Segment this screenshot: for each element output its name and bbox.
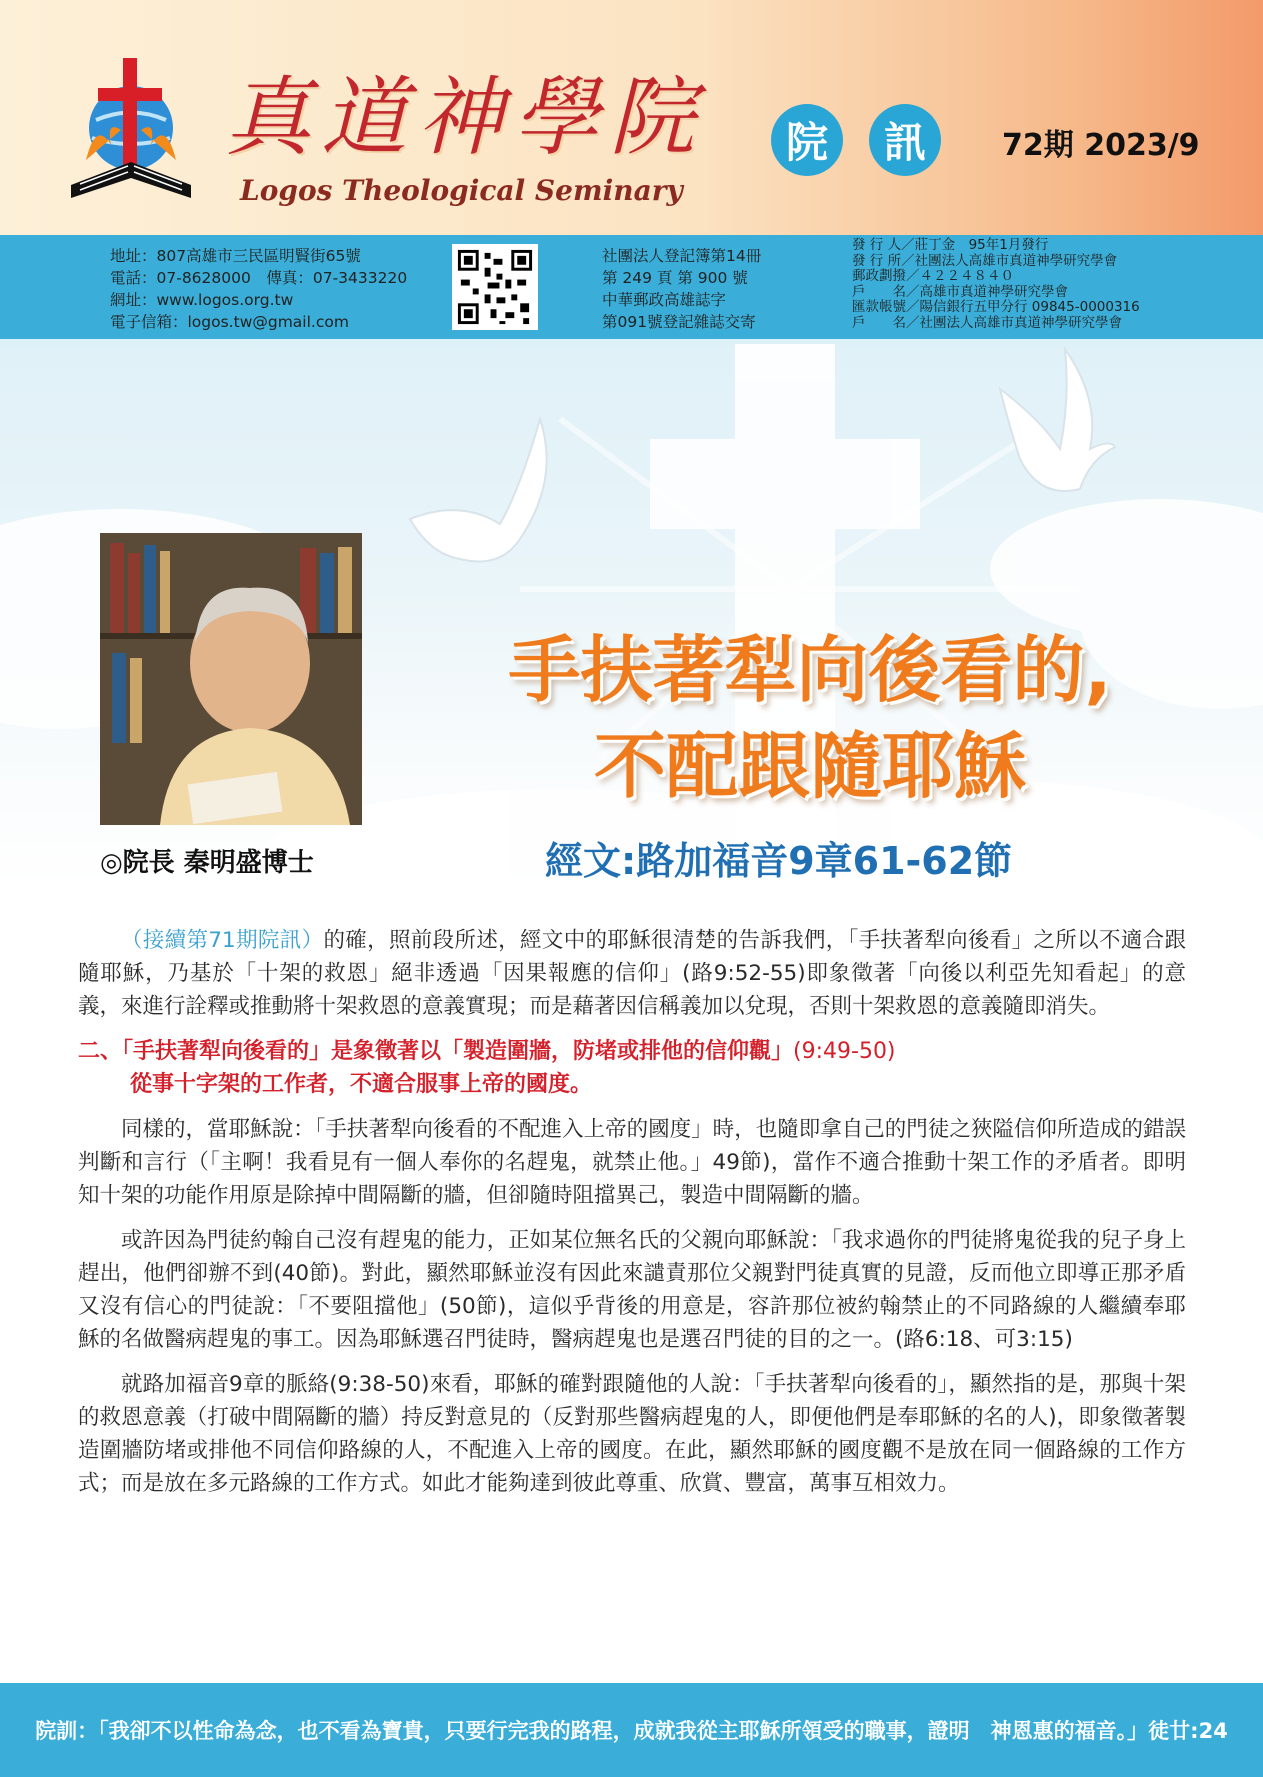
headline-line-2: 不配跟隨耶穌 xyxy=(593,724,1026,808)
qr-code-icon xyxy=(452,244,538,330)
phone-text: 電話：07-8628000 傳真：07-3433220 xyxy=(110,269,408,287)
continuation-note: （接續第71期院訊） xyxy=(121,928,324,953)
address-text: 地址：807高雄市三民區明賢街65號 xyxy=(110,247,361,265)
registration-line-4: 第091號登記雜誌交寄 xyxy=(602,313,756,331)
headline-line-1: 手扶著犁向後看的, xyxy=(508,628,1112,712)
paragraph-3: 或許因為門徒約翰自己沒有趕鬼的能力，正如某位無名氏的父親向耶穌說：「我求過你的門徒將鬼從我的兒子身上趕出，他們卻辦不到(40節)。對此，顯然耶穌並沒有因此來譴責那位父親對門徒真實的見證，反而他立即導正那矛盾又沒有信心的門徒說：「不要阻擋他」(50節)，這似乎背後的用意是，容許那位被約翰禁止的不同路線的人繼續奉耶穌的名做醫病趕鬼的事工。因為耶穌選召門徒時，醫病趕鬼也是選召門徒的目的之一。(路6:18、可3:15) xyxy=(78,1228,1186,1352)
paragraph-4: 就路加福音9章的脈絡(9:38-50)來看，耶穌的確對跟隨他的人說：「手扶著犁向後看的」，顯然指的是，那與十架的救恩意義（打破中間隔斷的牆）持反對意見的（反對那些醫病趕鬼的人，即便他們是奉耶穌的名的人)，即象徵著製造圍牆防堵或排他不同信仰路線的人，不配進入上帝的國度。在此，顯然耶穌的國度觀不是放在同一個路線的工作方式；而是放在多元路線的工作方式。如此才能夠達到彼此尊重、欣賞、豐富，萬事互相效力。 xyxy=(78,1372,1186,1496)
president-photo xyxy=(100,533,362,825)
publisher-line-4: 戶 名／高雄市真道神學研究學會 xyxy=(852,283,1068,300)
email-link[interactable]: 電子信箱：logos.tw@gmail.com xyxy=(110,313,349,331)
publisher-line-2: 發 行 所／社團法人高雄市真道神學研究學會 xyxy=(852,252,1118,269)
publisher-line-3: 郵政劃撥／４２２４８４０ xyxy=(852,268,1014,285)
paragraph-2: 同樣的，當耶穌說：「手扶著犁向後看的不配進入上帝的國度」時，也隨即拿自己的門徒之狹隘信仰所造成的錯誤判斷和言行（「主啊！我看見有一個人奉你的名趕鬼，就禁止他。」49節)，當作不適合推動十架工作的矛盾者。即明知十架的功能作用原是除掉中間隔斷的牆，但卻隨時阻擋異己，製造中間隔斷的牆。 xyxy=(78,1117,1186,1208)
article-body xyxy=(78,924,1186,1512)
registration-info xyxy=(602,245,761,333)
seminary-name-english: Logos Theological Seminary xyxy=(240,174,683,207)
footer-motto-bar xyxy=(0,1683,1263,1777)
seminary-logo-icon xyxy=(66,50,196,200)
paragraph-1 xyxy=(78,924,1186,1023)
seminary-name-chinese: 真道神學院 xyxy=(225,68,705,168)
dove-left-icon xyxy=(410,419,547,562)
website-link[interactable]: 網址：www.logos.org.tw xyxy=(110,291,294,309)
publisher-info xyxy=(852,238,1140,332)
section-verse-ref: (9:49-50) xyxy=(793,1039,896,1064)
newsletter-badge-1: 院 xyxy=(771,104,843,176)
contact-info xyxy=(110,245,407,333)
seminary-motto: 院訓：「我卻不以性命為念，也不看為寶貴，只要行完我的路程，成就我從主耶穌所領受的職事，證明 神恩惠的福音。」徒廿:24 xyxy=(35,1719,1228,1743)
publisher-line-1: 發 行 人／莊丁金 95年1月發行 xyxy=(852,237,1049,253)
section-heading-line-1: 二、「手扶著犁向後看的」是象徵著以「製造圍牆，防堵或排他的信仰觀」 xyxy=(78,1039,794,1064)
registration-line-2: 第 249 頁 第 900 號 xyxy=(602,269,748,287)
article-headline xyxy=(470,622,1150,814)
photo-caption: ◎院長 秦明盛博士 xyxy=(100,848,314,878)
scripture-reference: 經文:路加福音9章61-62節 xyxy=(545,839,1013,883)
registration-line-3: 中華郵政高雄誌字 xyxy=(602,291,727,309)
dove-right-icon xyxy=(1000,349,1115,491)
publisher-line-5: 匯款帳號／陽信銀行五甲分行 09845-0000316 xyxy=(852,299,1140,316)
issue-number-date: 72期 2023/9 xyxy=(1002,128,1200,163)
registration-line-1: 社團法人登記簿第14冊 xyxy=(602,247,762,265)
paragraph-1-text: 的確，照前段所述，經文中的耶穌很清楚的告訴我們，「手扶著犁向後看」之所以不適合跟隨耶穌，乃基於「十架的救恩」絕非透過「因果報應的信仰」(路9:52-55)即象徵著「向後以利亞先知看起」的意義，來進行詮釋或推動將十架救恩的意義實現；而是藉著因信稱義加以兌現，否則十架救恩的意義隨即消失。 xyxy=(78,928,1186,1019)
newsletter-badge-2: 訊 xyxy=(869,104,941,176)
publisher-line-6: 戶 名／社團法人高雄市真道神學研究學會 xyxy=(852,314,1122,331)
section-heading-line-2: 從事十字架的工作者，不適合服事上帝的國度。 xyxy=(130,1072,593,1097)
section-heading xyxy=(78,1035,1186,1101)
